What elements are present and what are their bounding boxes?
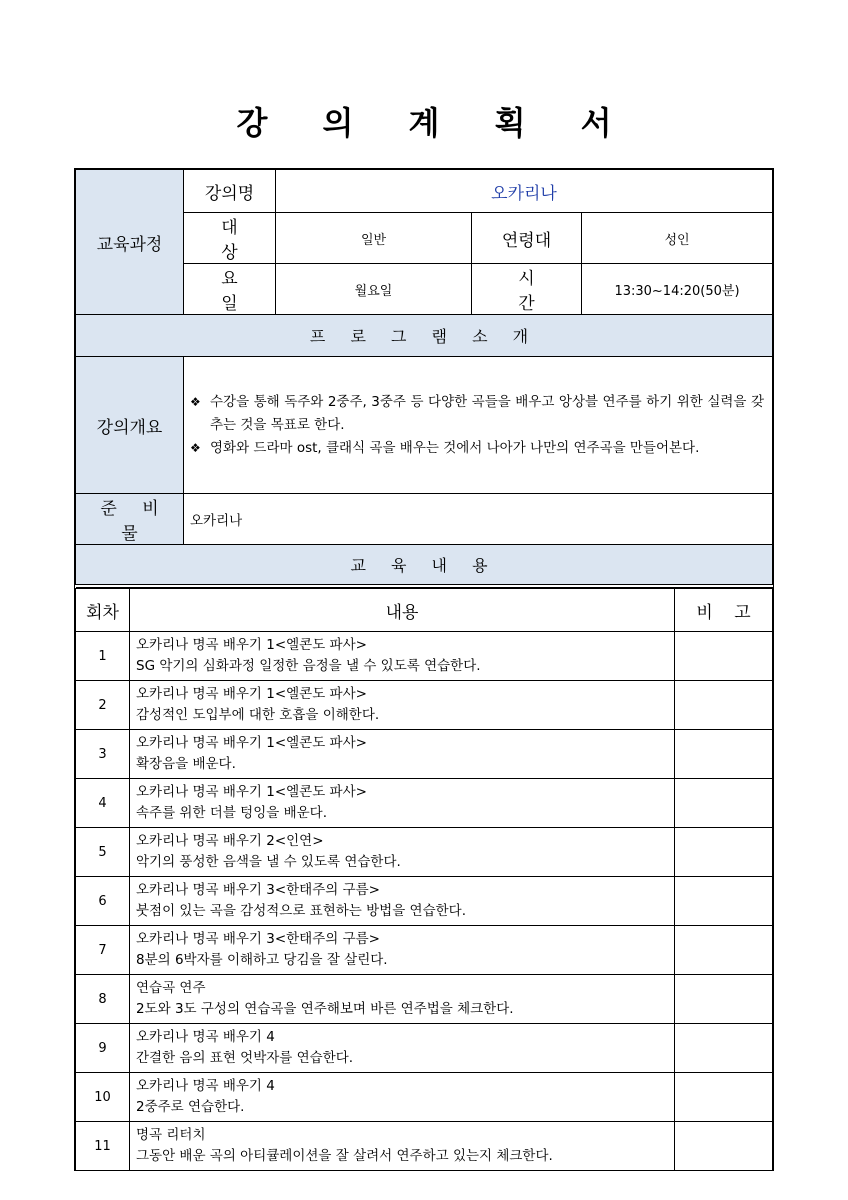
session-note [675,975,773,1024]
session-description: 2도와 3도 구성의 연습곡을 연주해보며 바른 연주법을 체크한다. [136,1001,514,1017]
table-row [76,632,773,681]
session-number: 2 [76,681,130,730]
session-number: 1 [76,632,130,681]
session-title: 오카리나 명곡 배우기 1<엘콘도 파사> [136,784,367,800]
session-title: 오카리나 명곡 배우기 4 [136,1029,275,1045]
day-value: 월요일 [276,264,472,315]
session-description: 그동안 배운 곡의 아티큘레이션을 잘 살려서 연주하고 있는지 체크한다. [136,1148,553,1164]
curriculum-section-title: 교 육 내 용 [76,545,773,585]
target-label: 대 상 [184,213,276,264]
content-column-header: 내용 [130,589,675,632]
materials-label: 준 비 물 [76,494,184,545]
session-note [675,1122,773,1171]
session-number: 3 [76,730,130,779]
session-number: 5 [76,828,130,877]
session-description: 악기의 풍성한 음색을 낼 수 있도록 연습한다. [136,854,401,870]
session-content [130,1122,675,1171]
session-number: 10 [76,1073,130,1122]
age-value: 성인 [582,213,773,264]
overview-bullet [190,391,764,437]
overview-content [184,357,773,494]
overview-label: 강의개요 [76,357,184,494]
table-row [76,730,773,779]
table-row [76,681,773,730]
table-row [76,926,773,975]
session-number: 8 [76,975,130,1024]
session-description: 2중주로 연습한다. [136,1099,245,1115]
session-note [675,779,773,828]
session-number: 6 [76,877,130,926]
overview-bullet-text: 영화와 드라마 ost, 클래식 곡을 배우는 것에서 나아가 나만의 연주곡을 만들어본다. [210,439,700,456]
session-number: 7 [76,926,130,975]
table-row [76,828,773,877]
session-note [675,1073,773,1122]
course-info-table [75,169,773,588]
session-content [130,975,675,1024]
table-row [76,1024,773,1073]
target-value: 일반 [276,213,472,264]
session-content [130,1073,675,1122]
materials-value: 오카리나 [184,494,773,545]
session-content [130,1024,675,1073]
document-title: 강 의 계 획 서 [236,104,634,142]
table-row [76,1122,773,1171]
curriculum-header-row [76,589,773,632]
session-content [130,632,675,681]
table-row [76,779,773,828]
session-title: 오카리나 명곡 배우기 1<엘콘도 파사> [136,735,367,751]
session-title: 명곡 리터치 [136,1127,206,1143]
overview-bullet-text: 수강을 통해 독주와 2중주, 3중주 등 다양한 곡들을 배우고 앙상블 연주를 하기 위한 실력을 갖추는 것을 목표로 한다. [210,393,764,433]
session-title: 연습곡 연주 [136,980,206,996]
session-note [675,828,773,877]
table-row [76,1073,773,1122]
session-title: 오카리나 명곡 배우기 4 [136,1078,275,1094]
course-name-label: 강의명 [184,170,276,213]
session-title: 오카리나 명곡 배우기 3<한태주의 구름> [136,882,380,898]
session-description: 감성적인 도입부에 대한 호흡을 이해한다. [136,707,380,723]
bullet-marker-icon: ❖ [190,394,201,409]
session-content [130,877,675,926]
day-label: 요 일 [184,264,276,315]
session-description: 속주를 위한 더블 텅잉을 배운다. [136,805,327,821]
session-description: 8분의 6박자를 이해하고 당김을 잘 살린다. [136,952,388,968]
session-note [675,1024,773,1073]
overview-bullet [190,437,764,460]
age-label: 연령대 [472,213,582,264]
course-label: 교육과정 [76,170,184,315]
lecture-plan-table [74,168,774,1171]
session-column-header: 회차 [76,589,130,632]
session-content [130,926,675,975]
session-number: 9 [76,1024,130,1073]
table-row [76,975,773,1024]
curriculum-table [75,588,773,1171]
table-row [76,877,773,926]
session-title: 오카리나 명곡 배우기 1<엘콘도 파사> [136,637,367,653]
bullet-marker-icon: ❖ [190,440,201,455]
session-note [675,877,773,926]
session-title: 오카리나 명곡 배우기 2<인연> [136,833,324,849]
program-section-title: 프 로 그 램 소 개 [76,315,773,357]
session-description: SG 악기의 심화과정 일정한 음정을 낼 수 있도록 연습한다. [136,658,481,674]
session-content [130,779,675,828]
time-value: 13:30~14:20(50분) [582,264,773,315]
session-content [130,828,675,877]
course-name-value: 오카리나 [276,170,773,213]
session-note [675,681,773,730]
session-description: 확장음을 배운다. [136,756,236,772]
note-column-header: 비 고 [675,589,773,632]
session-note [675,632,773,681]
session-note [675,730,773,779]
session-title: 오카리나 명곡 배우기 3<한태주의 구름> [136,931,380,947]
session-number: 4 [76,779,130,828]
session-description: 간결한 음의 표현 엇박자를 연습한다. [136,1050,354,1066]
time-label: 시 간 [472,264,582,315]
session-title: 오카리나 명곡 배우기 1<엘콘도 파사> [136,686,367,702]
session-description: 붓점이 있는 곡을 감성적으로 표현하는 방법을 연습한다. [136,903,466,919]
session-content [130,681,675,730]
session-content [130,730,675,779]
session-note [675,926,773,975]
session-number: 11 [76,1122,130,1171]
